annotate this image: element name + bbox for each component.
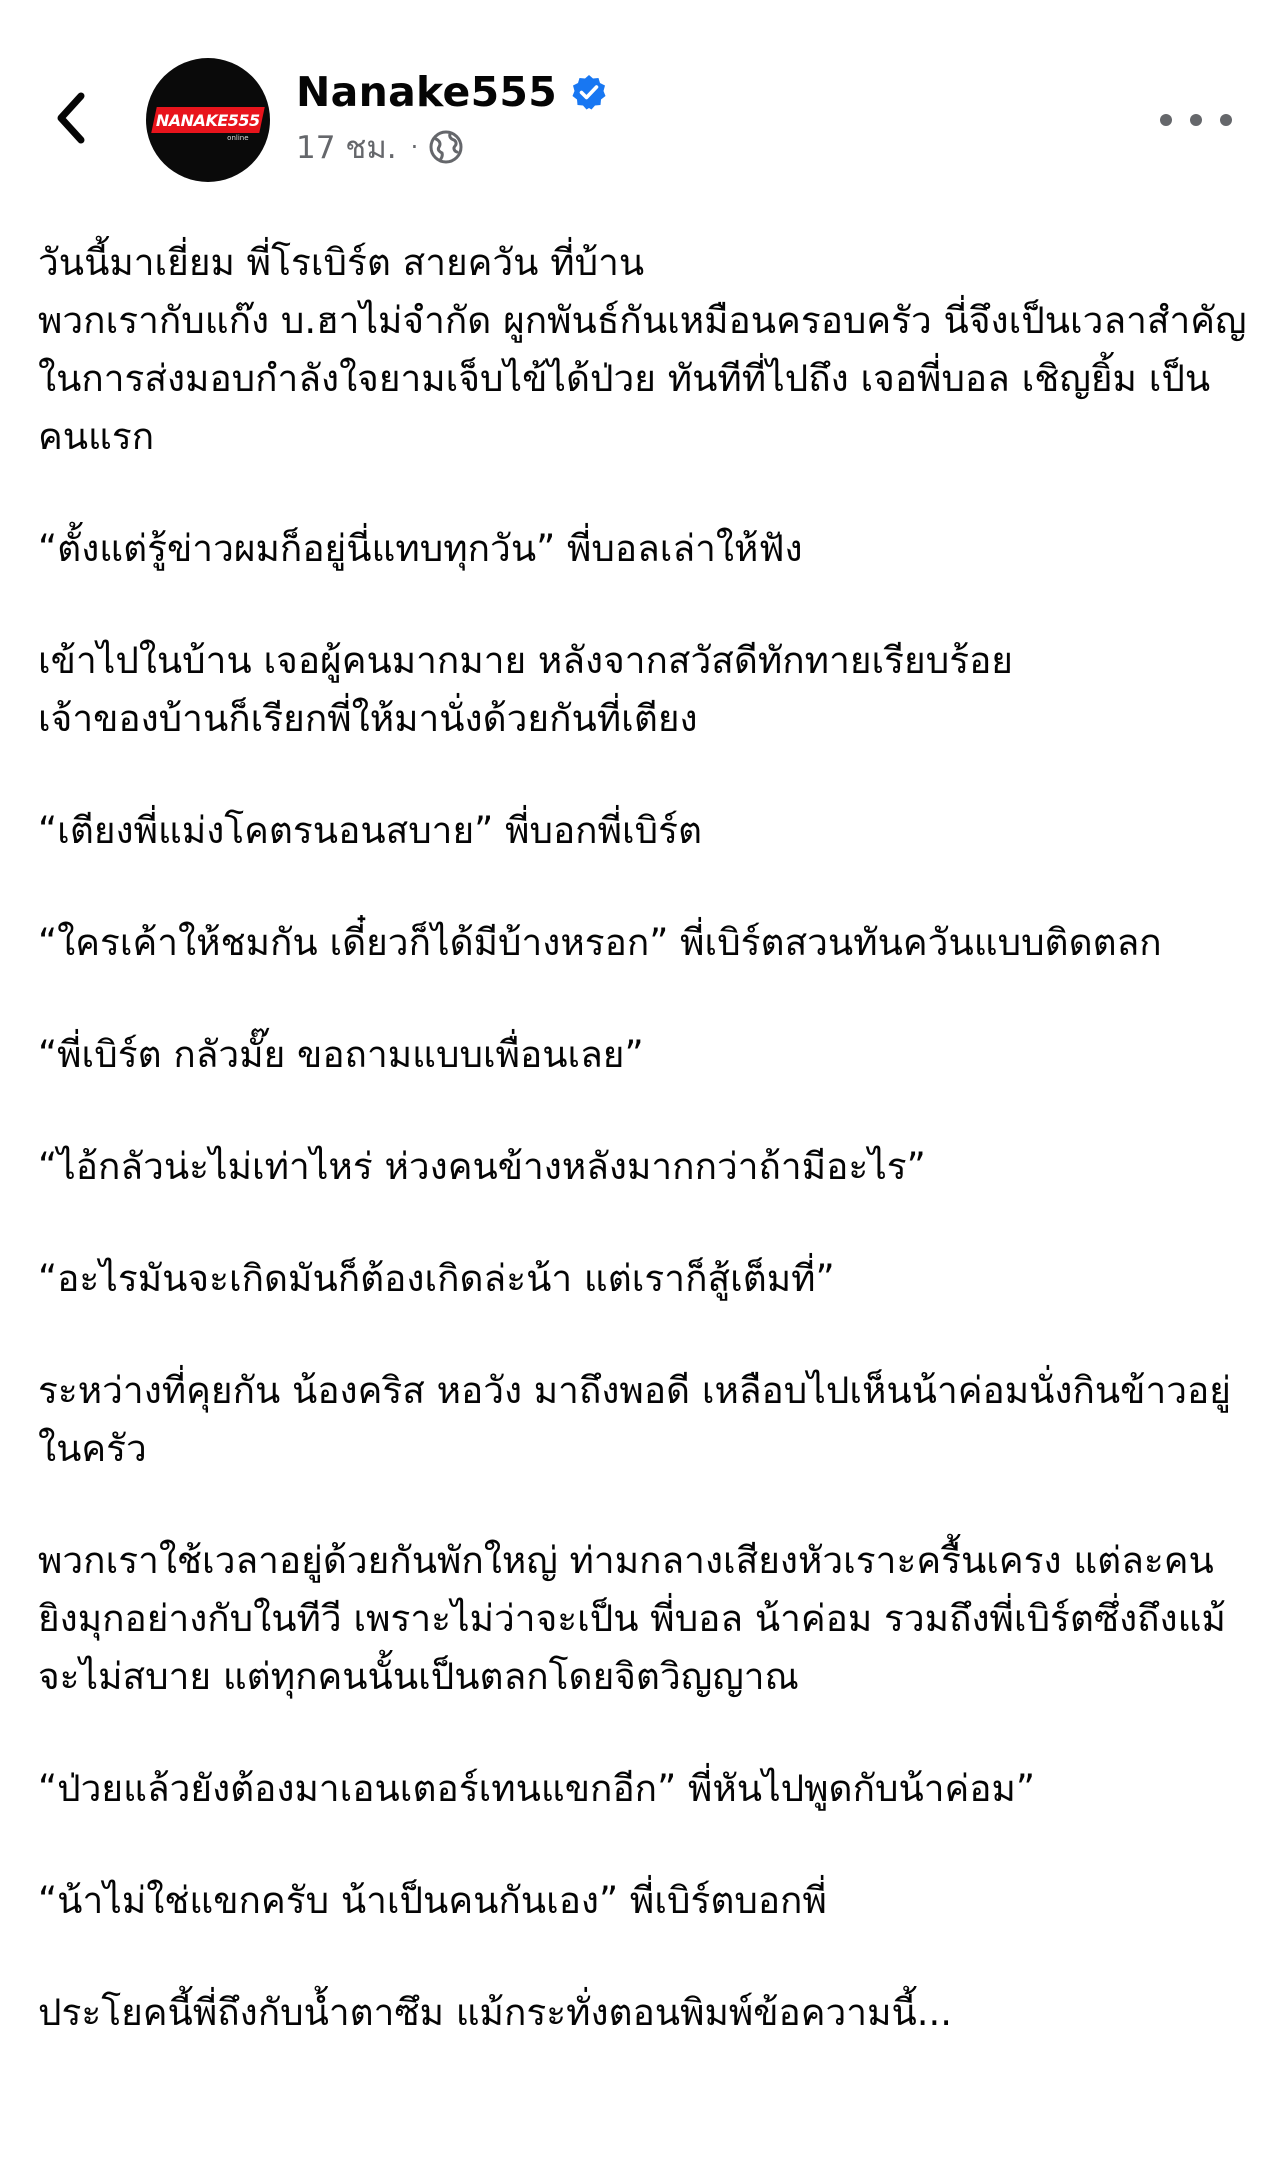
post-paragraph: ระหว่างที่คุยกัน น้องคริส หอวัง มาถึงพอดี เหลือบไปเห็นน้าค่อมนั่งกินข้าวอยู่ในครัว <box>38 1369 1231 1470</box>
avatar-logo <box>151 107 265 142</box>
post-paragraph: “น้าไม่ใช่แขกครับ น้าเป็นคนกันเอง” พี่เบิร์ตบอกพี่ <box>38 1879 827 1922</box>
avatar-logo-text: NANAKE555 <box>156 110 260 130</box>
post-paragraph: “ตั้งแต่รู้ข่าวผมก็อยู่นี่แทบทุกวัน” พี่บอลเล่าให้ฟัง <box>38 527 803 570</box>
verified-badge-icon <box>571 74 607 110</box>
more-dots-icon <box>1220 114 1232 126</box>
post-timestamp[interactable]: 17 ชม. <box>296 130 397 166</box>
post-paragraph: “อะไรมันจะเกิดมันก็ต้องเกิดล่ะน้า แต่เราก็สู้เต็มที่” <box>38 1257 835 1300</box>
post-meta <box>296 124 464 170</box>
post-paragraph: “พี่เบิร์ต กลัวมั๊ย ขอถามแบบเพื่อนเลย” <box>38 1033 644 1076</box>
avatar-logo-subtext: online <box>226 134 249 142</box>
avatar[interactable] <box>146 58 270 182</box>
post-paragraph: วันนี้มาเยี่ยม พี่โรเบิร์ต สายควัน ที่บ้าน พวกเรากับแก๊ง บ.ฮาไม่จำกัด ผูกพันธ์กันเหมือนครอบครัว นี่จึงเป็นเวลาสำคัญในการส่งมอบกำลังใจยามเจ็บไข้ได้ป่วย ทันทีที่ไปถึง เจอพี่บอล เชิญยิ้ม เป็นคนแรก <box>38 241 1247 458</box>
post-paragraph: เข้าไปในบ้าน เจอผู้คนมากมาย หลังจากสวัสดีทักทายเรียบร้อย เจ้าของบ้านก็เรียกพี่ให้มานั่งด้วยกันที่เตียง <box>38 639 1013 740</box>
back-button[interactable] <box>40 78 100 158</box>
page-name[interactable]: Nanake555 <box>296 68 558 116</box>
post-paragraph: “ป่วยแล้วยังต้องมาเอนเตอร์เทนแขกอีก” พี่หันไปพูดกับน้าค่อม” <box>38 1767 1036 1810</box>
page-name-row <box>296 66 607 118</box>
more-dots-icon <box>1190 114 1202 126</box>
post-paragraph: “ใครเค้าให้ชมกัน เดี๋ยวก็ได้มีบ้างหรอก” พี่เบิร์ตสวนทันควันแบบติดตลก <box>38 921 1162 964</box>
more-dots-icon <box>1160 114 1172 126</box>
chevron-left-icon <box>53 90 87 146</box>
post-paragraph: ประโยคนี้พี่ถึงกับน้ำตาซึม แม้กระทั่งตอนพิมพ์ข้อความนี้... <box>38 1991 953 2034</box>
post-header <box>0 0 1280 200</box>
post-paragraph: พวกเราใช้เวลาอยู่ด้วยกันพักใหญ่ ท่ามกลางเสียงหัวเราะครื้นเครง แต่ละคนยิงมุกอย่างกับในทีวี เพราะไม่ว่าจะเป็น พี่บอล น้าค่อม รวมถึงพี่เบิร์ตซึ่งถึงแม้จะไม่สบาย แต่ทุกคนนั้นเป็นตลกโดยจิตวิญญาณ <box>38 1539 1226 1698</box>
meta-separator: · <box>410 133 419 161</box>
post-paragraph: “ไอ้กลัวน่ะไม่เท่าไหร่ ห่วงคนข้างหลังมากกว่าถ้ามีอะไร” <box>38 1145 926 1188</box>
post-paragraph: “เตียงพี่แม่งโคตรนอนสบาย” พี่บอกพี่เบิร์ต <box>38 809 702 852</box>
more-options-button[interactable] <box>1160 100 1232 140</box>
globe-icon <box>428 129 464 165</box>
post-body <box>38 234 1248 2096</box>
